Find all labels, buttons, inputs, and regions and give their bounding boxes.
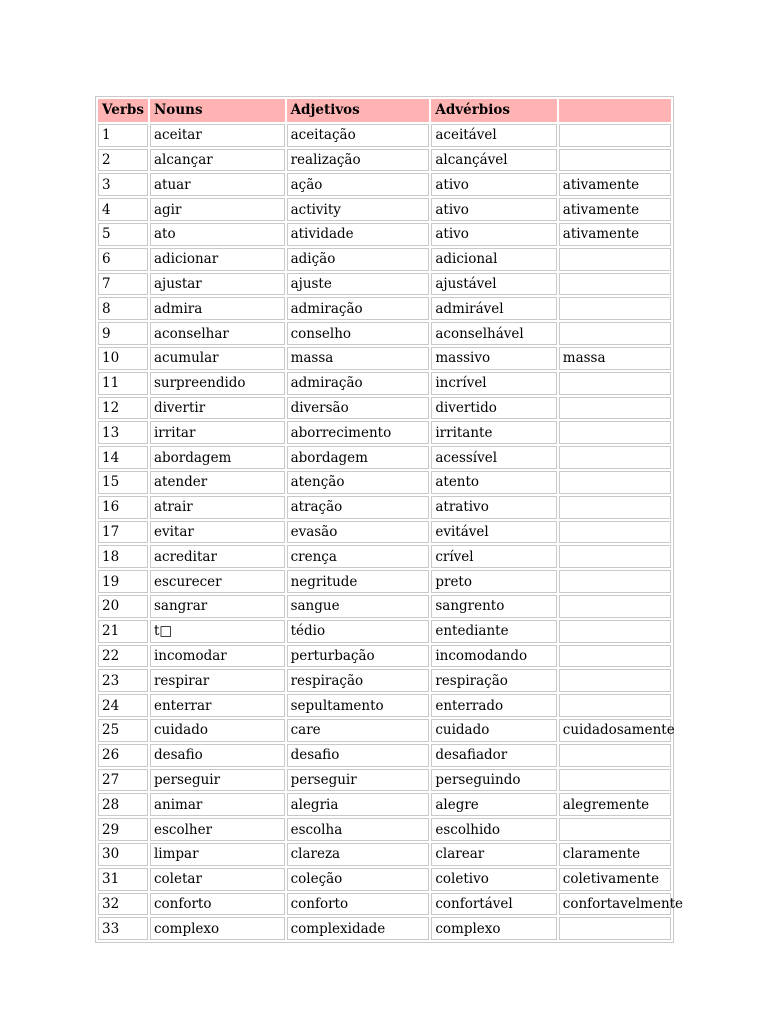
table-row — [98, 545, 671, 568]
table-row — [98, 347, 671, 370]
cell-row-number: 8 — [98, 297, 148, 320]
header-verbs: Verbs — [98, 99, 148, 122]
cell-adjective: complexo — [431, 917, 556, 940]
cell-verb: complexo — [150, 917, 285, 940]
cell-adjective: admirável — [431, 297, 556, 320]
cell-adverb — [559, 471, 671, 494]
cell-adverb — [559, 248, 671, 271]
cell-adjective: divertido — [431, 397, 556, 420]
cell-row-number: 24 — [98, 694, 148, 717]
table-row — [98, 818, 671, 841]
cell-adverb: ativamente — [559, 173, 671, 196]
cell-row-number: 25 — [98, 719, 148, 742]
table-row — [98, 149, 671, 172]
table-row — [98, 893, 671, 916]
cell-verb: escurecer — [150, 570, 285, 593]
cell-verb: atender — [150, 471, 285, 494]
table-row — [98, 769, 671, 792]
cell-noun: clareza — [287, 843, 430, 866]
cell-adverb — [559, 917, 671, 940]
cell-verb: agir — [150, 198, 285, 221]
cell-verb: sangrar — [150, 595, 285, 618]
cell-noun: perseguir — [287, 769, 430, 792]
cell-adjective: cuidado — [431, 719, 556, 742]
cell-row-number: 20 — [98, 595, 148, 618]
cell-adjective: aceitável — [431, 124, 556, 147]
table-row — [98, 322, 671, 345]
cell-noun: coleção — [287, 868, 430, 891]
cell-adverb — [559, 645, 671, 668]
table-row — [98, 471, 671, 494]
cell-adjective: adicional — [431, 248, 556, 271]
cell-noun: atração — [287, 496, 430, 519]
cell-row-number: 32 — [98, 893, 148, 916]
cell-row-number: 15 — [98, 471, 148, 494]
cell-row-number: 10 — [98, 347, 148, 370]
cell-verb: abordagem — [150, 446, 285, 469]
cell-adverb: ativamente — [559, 223, 671, 246]
cell-adjective: irritante — [431, 421, 556, 444]
cell-adverb — [559, 818, 671, 841]
table-row — [98, 694, 671, 717]
cell-noun: complexidade — [287, 917, 430, 940]
cell-row-number: 9 — [98, 322, 148, 345]
cell-adjective: ajustável — [431, 273, 556, 296]
cell-noun: atenção — [287, 471, 430, 494]
cell-noun: atividade — [287, 223, 430, 246]
cell-noun: adição — [287, 248, 430, 271]
cell-verb: perseguir — [150, 769, 285, 792]
cell-row-number: 16 — [98, 496, 148, 519]
table-row — [98, 620, 671, 643]
cell-verb: escolher — [150, 818, 285, 841]
cell-row-number: 26 — [98, 744, 148, 767]
table-row — [98, 570, 671, 593]
cell-adjective: incomodando — [431, 645, 556, 668]
cell-row-number: 13 — [98, 421, 148, 444]
cell-adjective: preto — [431, 570, 556, 593]
cell-noun: respiração — [287, 669, 430, 692]
cell-row-number: 1 — [98, 124, 148, 147]
cell-verb: alcançar — [150, 149, 285, 172]
cell-adjective: incrível — [431, 372, 556, 395]
header-adverbios: Advérbios — [431, 99, 556, 122]
cell-noun: escolha — [287, 818, 430, 841]
cell-adjective: respiração — [431, 669, 556, 692]
table-row — [98, 372, 671, 395]
cell-row-number: 23 — [98, 669, 148, 692]
table-row — [98, 719, 671, 742]
cell-verb: ajustar — [150, 273, 285, 296]
cell-adjective: sangrento — [431, 595, 556, 618]
cell-adverb — [559, 297, 671, 320]
cell-row-number: 28 — [98, 793, 148, 816]
cell-adjective: acessível — [431, 446, 556, 469]
cell-noun: abordagem — [287, 446, 430, 469]
table-row — [98, 273, 671, 296]
cell-row-number: 14 — [98, 446, 148, 469]
cell-verb: atuar — [150, 173, 285, 196]
cell-noun: negritude — [287, 570, 430, 593]
cell-adverb — [559, 372, 671, 395]
cell-noun: diversão — [287, 397, 430, 420]
table-row — [98, 223, 671, 246]
table-body — [98, 124, 684, 940]
cell-adjective: escolhido — [431, 818, 556, 841]
cell-adverb — [559, 496, 671, 519]
cell-noun: sangue — [287, 595, 430, 618]
cell-adjective: crível — [431, 545, 556, 568]
cell-verb: divertir — [150, 397, 285, 420]
cell-noun: tédio — [287, 620, 430, 643]
cell-adverb — [559, 124, 671, 147]
cell-adverb — [559, 620, 671, 643]
cell-row-number: 30 — [98, 843, 148, 866]
table-row — [98, 744, 671, 767]
cell-noun: conforto — [287, 893, 430, 916]
cell-adjective: alegre — [431, 793, 556, 816]
cell-adverb — [559, 545, 671, 568]
cell-row-number: 18 — [98, 545, 148, 568]
cell-noun: activity — [287, 198, 430, 221]
cell-adverb — [559, 322, 671, 345]
header-adjetivos: Adjetivos — [287, 99, 430, 122]
cell-row-number: 7 — [98, 273, 148, 296]
vocabulary-table — [95, 96, 684, 943]
cell-verb: limpar — [150, 843, 285, 866]
cell-noun: realização — [287, 149, 430, 172]
cell-noun: ajuste — [287, 273, 430, 296]
cell-adverb: coletivamente — [559, 868, 671, 891]
cell-adjective: atento — [431, 471, 556, 494]
cell-row-number: 27 — [98, 769, 148, 792]
table-row — [98, 669, 671, 692]
cell-row-number: 5 — [98, 223, 148, 246]
cell-row-number: 33 — [98, 917, 148, 940]
table-row — [98, 496, 671, 519]
cell-verb: acreditar — [150, 545, 285, 568]
cell-adjective: massivo — [431, 347, 556, 370]
cell-row-number: 12 — [98, 397, 148, 420]
cell-adverb: cuidadosamente — [559, 719, 671, 742]
cell-noun: evasão — [287, 521, 430, 544]
cell-adverb — [559, 397, 671, 420]
cell-adjective: enterrado — [431, 694, 556, 717]
cell-adverb — [559, 421, 671, 444]
cell-verb: atrair — [150, 496, 285, 519]
table-row — [98, 868, 671, 891]
cell-adverb: alegremente — [559, 793, 671, 816]
cell-verb: respirar — [150, 669, 285, 692]
table-row — [98, 521, 671, 544]
table-row — [98, 793, 671, 816]
cell-adjective: alcançável — [431, 149, 556, 172]
cell-adjective: ativo — [431, 173, 556, 196]
table-row — [98, 173, 671, 196]
cell-verb: coletar — [150, 868, 285, 891]
table-row — [98, 595, 671, 618]
table-row — [98, 421, 671, 444]
cell-row-number: 21 — [98, 620, 148, 643]
cell-noun: conselho — [287, 322, 430, 345]
table-row — [98, 917, 671, 940]
cell-noun: admiração — [287, 372, 430, 395]
cell-adverb: confortavelmente — [559, 893, 671, 916]
cell-adjective: perseguindo — [431, 769, 556, 792]
cell-adjective: aconselhável — [431, 322, 556, 345]
cell-row-number: 19 — [98, 570, 148, 593]
cell-noun: aceitação — [287, 124, 430, 147]
cell-row-number: 22 — [98, 645, 148, 668]
cell-verb: admira — [150, 297, 285, 320]
table-row — [98, 397, 671, 420]
cell-noun: care — [287, 719, 430, 742]
cell-adverb — [559, 570, 671, 593]
cell-verb: t□ — [150, 620, 285, 643]
cell-adverb: ativamente — [559, 198, 671, 221]
table-row — [98, 124, 671, 147]
cell-adjective: ativo — [431, 223, 556, 246]
cell-verb: conforto — [150, 893, 285, 916]
cell-verb: evitar — [150, 521, 285, 544]
cell-adverb — [559, 273, 671, 296]
cell-adverb — [559, 446, 671, 469]
cell-row-number: 6 — [98, 248, 148, 271]
cell-adjective: atrativo — [431, 496, 556, 519]
cell-verb: irritar — [150, 421, 285, 444]
table-header-row — [98, 99, 671, 122]
cell-row-number: 11 — [98, 372, 148, 395]
cell-adjective: desafiador — [431, 744, 556, 767]
cell-verb: desafio — [150, 744, 285, 767]
header-nouns: Nouns — [150, 99, 285, 122]
table-row — [98, 645, 671, 668]
cell-adverb — [559, 744, 671, 767]
cell-row-number: 31 — [98, 868, 148, 891]
cell-adverb — [559, 669, 671, 692]
cell-noun: sepultamento — [287, 694, 430, 717]
cell-adverb — [559, 694, 671, 717]
cell-adverb — [559, 595, 671, 618]
cell-adverb — [559, 769, 671, 792]
cell-noun: desafio — [287, 744, 430, 767]
cell-verb: enterrar — [150, 694, 285, 717]
cell-verb: cuidado — [150, 719, 285, 742]
cell-verb: animar — [150, 793, 285, 816]
cell-adjective: clarear — [431, 843, 556, 866]
table-row — [98, 843, 671, 866]
cell-row-number: 29 — [98, 818, 148, 841]
cell-adverb: claramente — [559, 843, 671, 866]
cell-noun: alegria — [287, 793, 430, 816]
cell-adverb — [559, 521, 671, 544]
cell-adjective: ativo — [431, 198, 556, 221]
cell-verb: surpreendido — [150, 372, 285, 395]
cell-noun: admiração — [287, 297, 430, 320]
table-row — [98, 297, 671, 320]
cell-verb: incomodar — [150, 645, 285, 668]
cell-adjective: coletivo — [431, 868, 556, 891]
table-row — [98, 198, 671, 221]
table-row — [98, 248, 671, 271]
cell-verb: aconselhar — [150, 322, 285, 345]
cell-row-number: 4 — [98, 198, 148, 221]
cell-row-number: 2 — [98, 149, 148, 172]
cell-row-number: 3 — [98, 173, 148, 196]
cell-verb: aceitar — [150, 124, 285, 147]
cell-adjective: confortável — [431, 893, 556, 916]
cell-verb: acumular — [150, 347, 285, 370]
cell-adverb — [559, 149, 671, 172]
header-empty — [559, 99, 671, 122]
cell-adjective: entediante — [431, 620, 556, 643]
cell-verb: adicionar — [150, 248, 285, 271]
cell-noun: massa — [287, 347, 430, 370]
table-row — [98, 446, 671, 469]
cell-noun: aborrecimento — [287, 421, 430, 444]
cell-noun: perturbação — [287, 645, 430, 668]
cell-verb: ato — [150, 223, 285, 246]
cell-adjective: evitável — [431, 521, 556, 544]
cell-noun: ação — [287, 173, 430, 196]
cell-adverb: massa — [559, 347, 671, 370]
cell-row-number: 17 — [98, 521, 148, 544]
cell-noun: crença — [287, 545, 430, 568]
